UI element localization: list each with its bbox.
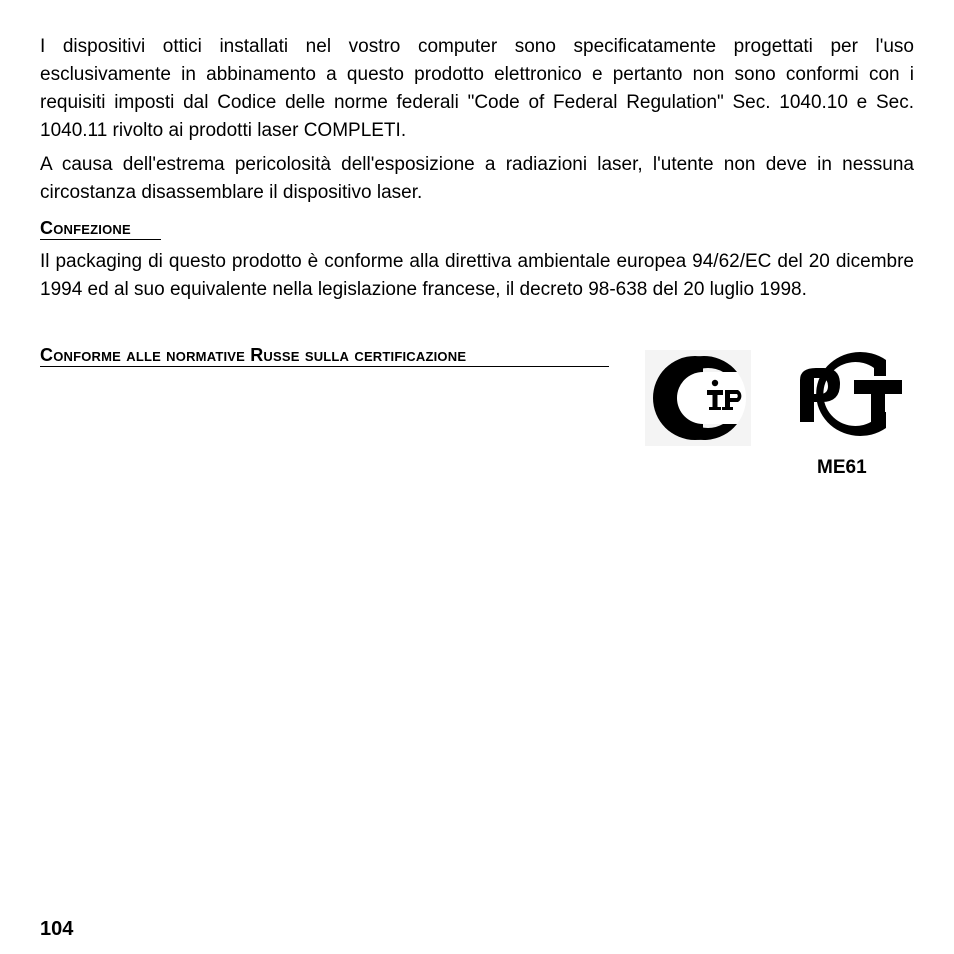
packaging-paragraph: Il packaging di questo prodotto è conforme alla direttiva ambientale europea 94/62/EC del 20 dicembre 1994 ed al suo equivalente nella legislazione francese, il decreto 98-638 del 20 luglio 1998. (40, 251, 914, 300)
russian-certification-heading: Conforme alle normative Russe sulla certificazione (40, 345, 609, 367)
pct-mark-icon (790, 350, 902, 438)
packaging-heading: Confezione (40, 218, 161, 240)
certification-code: ME61 (817, 457, 867, 478)
page-number: 104 (40, 918, 74, 940)
laser-warning-paragraph: A causa dell'estrema pericolosità dell'esposizione a radiazioni laser, l'utente non deve in nessuna circostanza disassemblare il dispositivo laser. (40, 154, 914, 203)
eac-tr-mark-icon (645, 350, 751, 446)
laser-compliance-paragraph: I dispositivi ottici installati nel vostro computer sono specificatamente progettati per l'uso esclusivamente in abbinamento a questo prodotto elettronico e pertanto non sono conformi con i requisiti imposti dal Codice delle norme federali "Code of Federal Regulation" Sec. 1040.10 e Sec. 1040.11 rivolto ai prodotti laser COMPLETI. (40, 36, 914, 141)
